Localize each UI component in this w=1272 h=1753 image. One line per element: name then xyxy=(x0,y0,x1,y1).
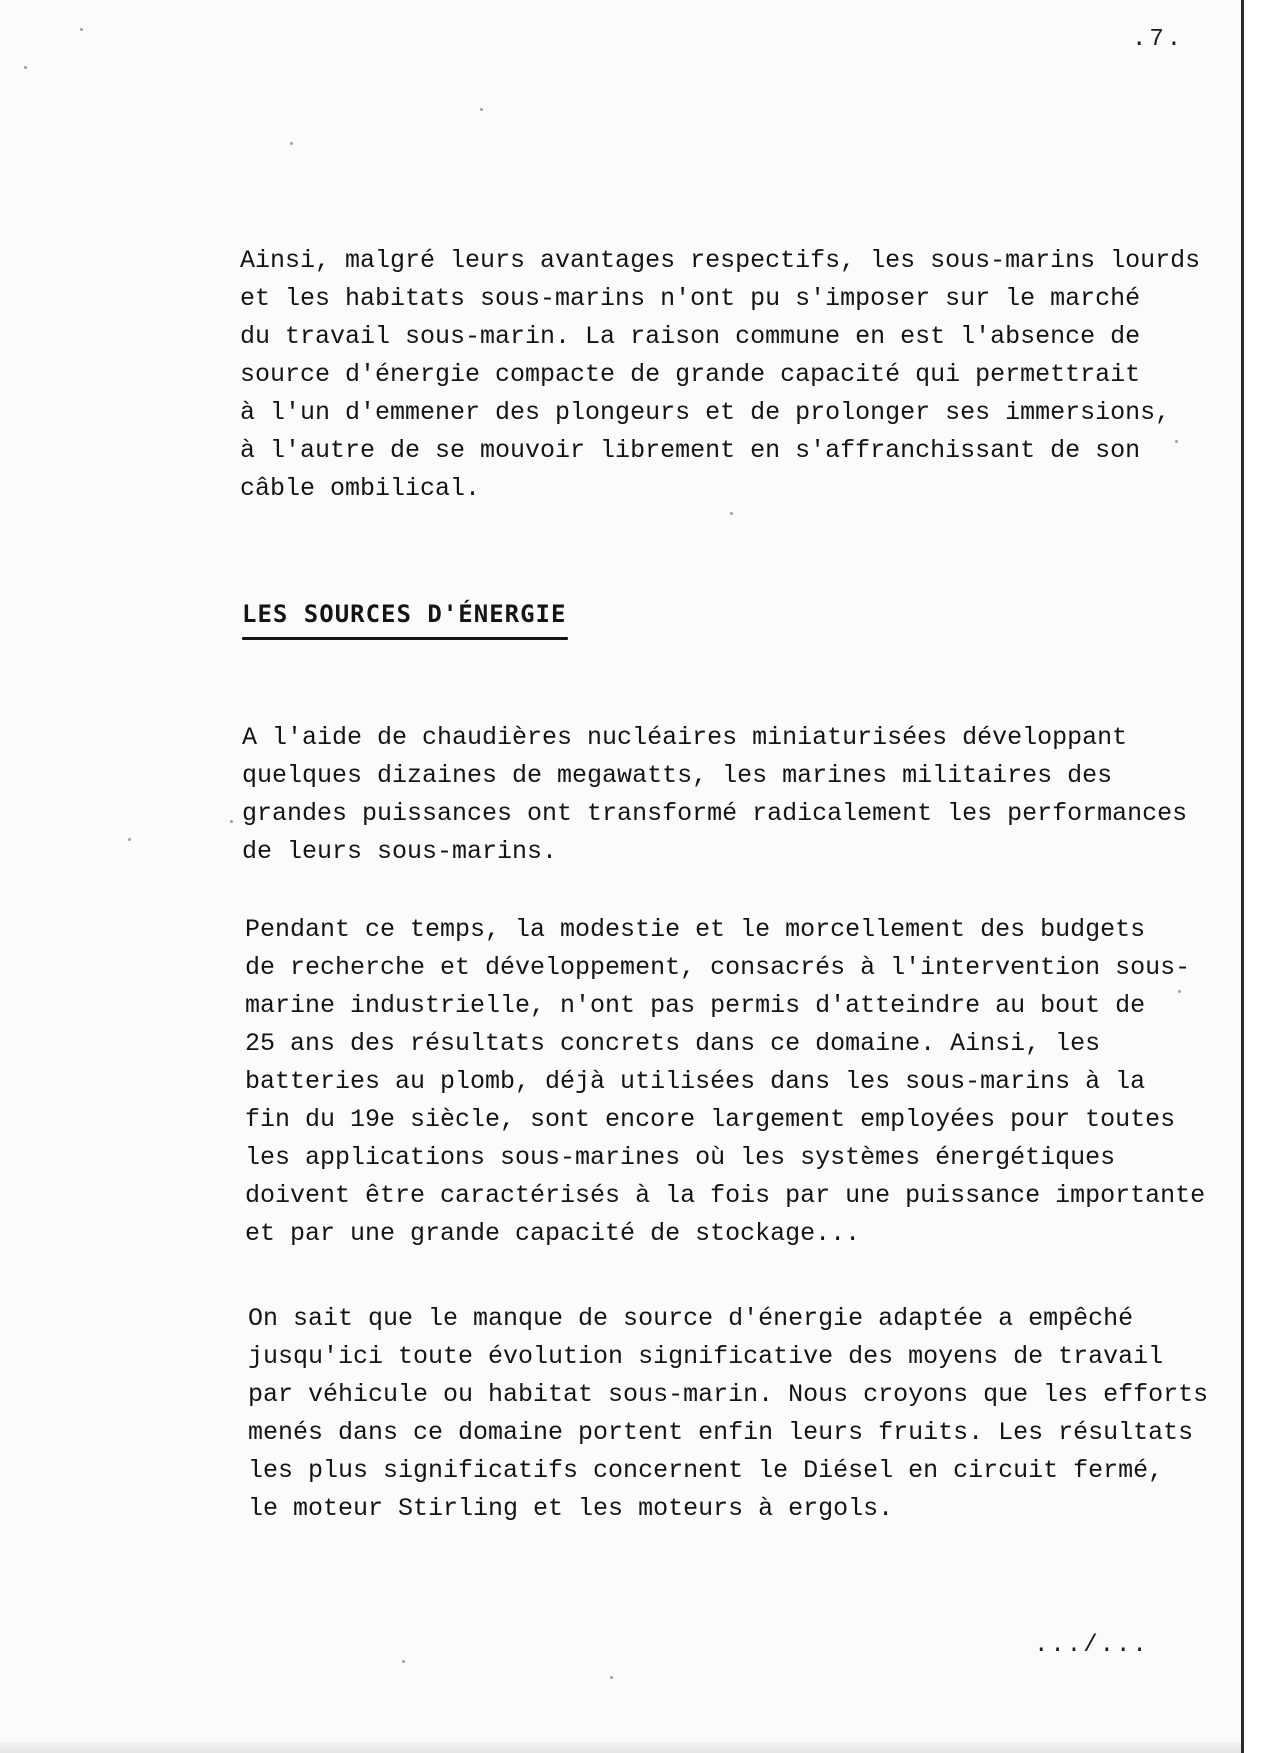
text-line: et les habitats sous-marins n'ont pu s'imposer sur le marché xyxy=(240,284,1141,313)
text-line: source d'énergie compacte de grande capacité qui permettrait xyxy=(240,360,1141,389)
text-line: quelques dizaines de megawatts, les marines militaires des xyxy=(242,761,1113,790)
scan-speck xyxy=(730,512,733,515)
continuation-mark: .../... xyxy=(1034,1632,1149,1659)
scan-speck xyxy=(128,838,131,841)
intro-paragraph xyxy=(240,242,1200,508)
budget-paragraph xyxy=(245,911,1205,1253)
text-line: à l'un d'emmener des plongeurs et de prolonger ses immersions, xyxy=(240,398,1171,427)
heading-underline xyxy=(242,637,568,640)
text-line: menés dans ce domaine portent enfin leurs fruits. Les résultats xyxy=(248,1418,1194,1447)
section-heading: LES SOURCES D'ÉNERGIE xyxy=(242,600,567,628)
text-line: de leurs sous-marins. xyxy=(242,837,558,866)
scan-speck xyxy=(610,1676,613,1679)
page-bottom-edge xyxy=(0,1742,1241,1753)
text-line: 25 ans des résultats concrets dans ce domaine. Ainsi, les xyxy=(245,1029,1101,1058)
text-line: marine industrielle, n'ont pas permis d'atteindre au bout de xyxy=(245,991,1146,1020)
scan-speck xyxy=(480,108,483,111)
text-line: fin du 19e siècle, sont encore largement employées pour toutes xyxy=(245,1105,1176,1134)
text-line: Ainsi, malgré leurs avantages respectifs, les sous-marins lourds xyxy=(240,246,1201,275)
text-line: grandes puissances ont transformé radicalement les performances xyxy=(242,799,1188,828)
text-line: A l'aide de chaudières nucléaires miniaturisées développant xyxy=(242,723,1128,752)
text-line: On sait que le manque de source d'énergie adaptée a empêché xyxy=(248,1304,1134,1333)
text-line: jusqu'ici toute évolution significative des moyens de travail xyxy=(248,1342,1164,1371)
scan-speck xyxy=(230,820,233,823)
text-line: et par une grande capacité de stockage... xyxy=(245,1219,861,1248)
scan-speck xyxy=(402,1660,405,1663)
text-line: à l'autre de se mouvoir librement en s'affranchissant de son xyxy=(240,436,1141,465)
scan-speck xyxy=(290,142,293,145)
text-line: de recherche et développement, consacrés à l'intervention sous- xyxy=(245,953,1191,982)
text-line: câble ombilical. xyxy=(240,474,481,503)
page-edge xyxy=(1241,0,1272,1753)
text-line: doivent être caractérisés à la fois par une puissance importante xyxy=(245,1181,1206,1210)
text-line: Pendant ce temps, la modestie et le morcellement des budgets xyxy=(245,915,1146,944)
text-line: batteries au plomb, déjà utilisées dans les sous-marins à la xyxy=(245,1067,1146,1096)
text-line: les applications sous-marines où les systèmes énergétiques xyxy=(245,1143,1116,1172)
scan-speck xyxy=(80,28,83,31)
text-line: les plus significatifs concernent le Diésel en circuit fermé, xyxy=(248,1456,1164,1485)
text-line: du travail sous-marin. La raison commune en est l'absence de xyxy=(240,322,1141,351)
text-line: par véhicule ou habitat sous-marin. Nous croyons que les efforts xyxy=(248,1380,1209,1409)
page-number: .7. xyxy=(1132,26,1185,53)
nuclear-paragraph xyxy=(242,719,1187,871)
conclusion-paragraph xyxy=(248,1300,1208,1528)
text-line: le moteur Stirling et les moteurs à ergols. xyxy=(248,1494,894,1523)
scan-speck xyxy=(24,66,27,69)
